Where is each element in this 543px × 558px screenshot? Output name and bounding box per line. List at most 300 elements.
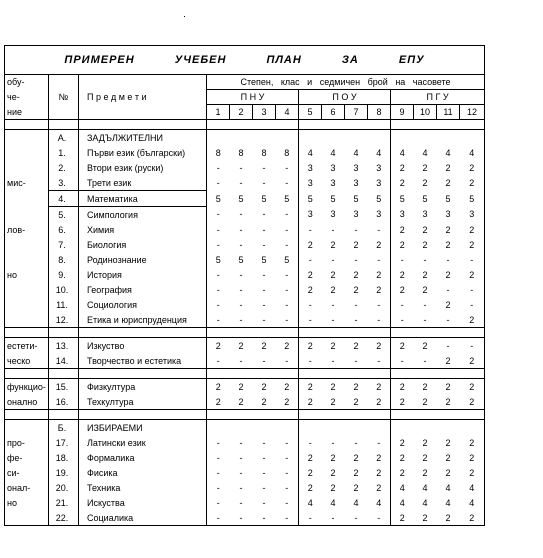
- hours-cell: [345, 130, 368, 146]
- hours-cell: [391, 420, 414, 436]
- hours-cell: 3: [376, 177, 382, 188]
- hours-cell: -: [207, 297, 230, 312]
- hours-cell: 2: [460, 379, 485, 395]
- row-number: 19.: [49, 465, 79, 480]
- hours-cell: 2: [345, 394, 368, 410]
- hours-cell: 2: [414, 379, 437, 395]
- hours-cell: [230, 420, 253, 436]
- hours-cell: -: [331, 437, 335, 448]
- hours-cell: 4: [353, 147, 359, 158]
- hours-cell: 4: [330, 497, 336, 508]
- hours-cell: -: [207, 207, 230, 223]
- hours-cell: 2: [299, 282, 322, 297]
- hours-cell: 2: [460, 267, 485, 282]
- subject-name: ЗАДЪЛЖИТЕЛНИ: [79, 130, 207, 146]
- table-row: [5, 480, 485, 495]
- hours-cell: [322, 130, 345, 146]
- category-label: лов-: [5, 222, 49, 237]
- hours-cell: 2: [422, 437, 428, 448]
- hours-cell: 2: [330, 269, 336, 280]
- subject-name: Втори език (руски): [79, 160, 207, 175]
- hours-cell: 2: [422, 177, 428, 188]
- hours-cell: 8: [207, 145, 230, 160]
- hours-cell: 2: [391, 394, 414, 410]
- hours-cell: 2: [353, 239, 359, 250]
- subject-name: Химия: [79, 222, 207, 237]
- stray-dot: [184, 16, 185, 17]
- grade-header: 3: [253, 105, 276, 120]
- hours-cell: [368, 420, 391, 436]
- hours-cell: 2: [445, 239, 451, 250]
- table-row: [5, 435, 485, 450]
- hours-cell: 3: [299, 207, 322, 223]
- grade-header: 9: [391, 105, 414, 120]
- hours-cell: 2: [276, 394, 299, 410]
- hours-cell: 5: [391, 191, 414, 207]
- hours-cell: 2: [376, 239, 382, 250]
- hours-cell: -: [391, 297, 414, 312]
- hours-cell: -: [345, 353, 368, 369]
- hours-cell: 5: [238, 193, 244, 204]
- hours-cell: [299, 420, 322, 436]
- hours-cell: 2: [299, 465, 322, 480]
- table-row: [5, 379, 485, 395]
- hours-cell: -: [207, 465, 230, 480]
- hours-cell: -: [262, 482, 266, 493]
- hours-cell: 5: [353, 193, 359, 204]
- hours-cell: 2: [422, 224, 428, 235]
- hours-cell: -: [239, 299, 243, 310]
- hours-cell: -: [207, 312, 230, 328]
- hours-cell: -: [377, 299, 381, 310]
- hours-cell: -: [460, 282, 485, 297]
- hours-cell: 2: [422, 467, 428, 478]
- hours-cell: -: [299, 252, 322, 267]
- table-row: [5, 450, 485, 465]
- row-number: 15.: [49, 379, 79, 395]
- hours-cell: 3: [353, 177, 359, 188]
- row-number: 11.: [49, 297, 79, 312]
- hours-cell: -: [207, 480, 230, 495]
- hours-cell: 2: [345, 338, 368, 354]
- hours-cell: -: [285, 177, 289, 188]
- grade-header: 5: [299, 105, 322, 120]
- table-row: [5, 160, 485, 175]
- category-label: [5, 207, 49, 223]
- subject-name: Физкултура: [79, 379, 207, 395]
- hours-cell: 2: [230, 394, 253, 410]
- hours-cell: -: [285, 162, 289, 173]
- header-obuchenie-1: обу-: [5, 75, 49, 90]
- hours-cell: 5: [207, 191, 230, 207]
- hours-cell: 2: [437, 379, 460, 395]
- category-label: мис-: [5, 175, 49, 191]
- hours-cell: -: [207, 510, 230, 526]
- hours-cell: -: [239, 177, 243, 188]
- grade-header: 11: [437, 105, 460, 120]
- hours-cell: 2: [414, 338, 437, 354]
- hours-cell: -: [446, 284, 450, 295]
- category-label: [5, 312, 49, 328]
- hours-cell: -: [285, 239, 289, 250]
- category-label: функцио-: [5, 379, 49, 395]
- subject-name: Искуства: [79, 495, 207, 510]
- hours-cell: 3: [422, 209, 428, 220]
- hours-cell: 4: [376, 497, 382, 508]
- hours-cell: -: [239, 239, 243, 250]
- hours-cell: 2: [445, 452, 451, 463]
- hours-cell: -: [368, 510, 391, 526]
- grade-header: 6: [322, 105, 345, 120]
- hours-cell: 2: [253, 338, 276, 354]
- hours-cell: 5: [207, 252, 230, 267]
- hours-cell: 2: [391, 465, 414, 480]
- hours-cell: 5: [284, 193, 290, 204]
- row-number: 8.: [49, 252, 79, 267]
- hours-cell: 5: [460, 191, 485, 207]
- subject-name: Изкуство: [79, 338, 207, 354]
- hours-cell: 8: [261, 147, 267, 158]
- hours-cell: -: [239, 284, 243, 295]
- hours-cell: [299, 130, 322, 146]
- row-number: А.: [49, 130, 79, 146]
- table-row: [5, 394, 485, 410]
- hours-cell: -: [276, 353, 299, 369]
- hours-cell: 2: [368, 379, 391, 395]
- hours-cell: -: [262, 209, 266, 220]
- hours-cell: -: [253, 353, 276, 369]
- hours-cell: -: [354, 437, 358, 448]
- hours-cell: -: [262, 177, 266, 188]
- hours-cell: 2: [299, 480, 322, 495]
- hours-cell: 2: [437, 394, 460, 410]
- hours-cell: -: [239, 437, 243, 448]
- hours-cell: 4: [299, 145, 322, 160]
- hours-cell: 8: [284, 147, 290, 158]
- section-gap: [5, 328, 485, 338]
- category-label: [5, 191, 49, 207]
- grade-header: 1: [207, 105, 230, 120]
- hours-cell: 2: [445, 224, 451, 235]
- hours-cell: -: [230, 510, 253, 526]
- table-row: [5, 312, 485, 328]
- hours-cell: -: [262, 239, 266, 250]
- hours-cell: -: [414, 353, 437, 369]
- category-label: [5, 130, 49, 146]
- row-number: 9.: [49, 267, 79, 282]
- hours-cell: 2: [253, 379, 276, 395]
- row-number: 10.: [49, 282, 79, 297]
- stage-pnu: П Н У: [207, 90, 299, 105]
- hours-cell: 3: [460, 207, 485, 223]
- hours-cell: 2: [322, 338, 345, 354]
- hours-cell: -: [262, 224, 266, 235]
- row-number: 17.: [49, 435, 79, 450]
- hours-cell: 2: [322, 379, 345, 395]
- category-label: [5, 160, 49, 175]
- category-label: си-: [5, 465, 49, 480]
- hours-cell: -: [354, 224, 358, 235]
- hours-cell: -: [368, 312, 391, 328]
- row-number: 22.: [49, 510, 79, 526]
- hours-cell: 2: [437, 353, 460, 369]
- row-number: 13.: [49, 338, 79, 354]
- hours-cell: -: [262, 299, 266, 310]
- hours-cell: 2: [368, 394, 391, 410]
- table-row: [5, 130, 485, 146]
- hours-cell: -: [285, 467, 289, 478]
- hours-cell: [276, 130, 299, 146]
- hours-cell: -: [285, 209, 289, 220]
- hours-cell: -: [423, 299, 427, 310]
- category-label: но: [5, 495, 49, 510]
- row-number: 4.: [49, 191, 79, 207]
- category-label: [5, 237, 49, 252]
- hours-cell: 8: [238, 147, 244, 158]
- hours-cell: 2: [353, 467, 359, 478]
- hours-cell: 2: [299, 450, 322, 465]
- category-label: естети-: [5, 338, 49, 354]
- hours-cell: 2: [276, 379, 299, 395]
- hours-cell: [253, 130, 276, 146]
- hours-cell: 3: [353, 209, 359, 220]
- hours-cell: 2: [414, 394, 437, 410]
- hours-cell: -: [262, 284, 266, 295]
- hours-cell: 3: [353, 162, 359, 173]
- table-row: [5, 353, 485, 369]
- hours-cell: [207, 130, 230, 146]
- hours-cell: 2: [460, 312, 485, 328]
- hours-cell: 2: [391, 435, 414, 450]
- hours-cell: -: [299, 312, 322, 328]
- hours-cell: -: [207, 282, 230, 297]
- hours-cell: 2: [422, 284, 428, 295]
- hours-cell: -: [239, 269, 243, 280]
- table-row: [5, 191, 485, 207]
- section-gap: [5, 410, 485, 420]
- hours-cell: -: [230, 312, 253, 328]
- hours-cell: 3: [330, 209, 336, 220]
- hours-cell: -: [299, 297, 322, 312]
- table-row: [5, 495, 485, 510]
- hours-cell: -: [230, 353, 253, 369]
- hours-cell: -: [239, 452, 243, 463]
- category-label: но: [5, 267, 49, 282]
- hours-cell: 5: [299, 191, 322, 207]
- hours-cell: [253, 420, 276, 436]
- hours-cell: -: [437, 338, 460, 354]
- hours-cell: 2: [445, 299, 451, 310]
- grade-header: 7: [345, 105, 368, 120]
- hours-cell: 2: [414, 510, 437, 526]
- hours-cell: -: [262, 269, 266, 280]
- hours-cell: 2: [330, 239, 336, 250]
- hours-cell: 2: [330, 284, 336, 295]
- hours-cell: 2: [368, 338, 391, 354]
- hours-cell: -: [262, 162, 266, 173]
- hours-cell: -: [446, 254, 450, 265]
- hours-cell: [414, 130, 437, 146]
- hours-cell: -: [331, 254, 335, 265]
- table-row: [5, 267, 485, 282]
- row-number: 2.: [49, 160, 79, 175]
- subject-name: Фисика: [79, 465, 207, 480]
- hours-cell: 5: [422, 193, 428, 204]
- hours-cell: 2: [276, 338, 299, 354]
- hours-cell: 2: [391, 237, 414, 252]
- hours-cell: -: [460, 338, 485, 354]
- row-number: 1.: [49, 145, 79, 160]
- table-row: [5, 510, 485, 526]
- hours-cell: 4: [376, 147, 382, 158]
- hours-cell: -: [262, 437, 266, 448]
- subject-name: Първи език (български): [79, 145, 207, 160]
- category-label: [5, 510, 49, 526]
- hours-cell: 5: [376, 193, 382, 204]
- table-row: [5, 297, 485, 312]
- hours-cell: 2: [391, 267, 414, 282]
- hours-cell: 2: [460, 222, 485, 237]
- subject-name: Симпология: [79, 207, 207, 223]
- hours-cell: 3: [391, 207, 414, 223]
- subject-name: Математика: [79, 191, 207, 207]
- hours-cell: -: [262, 452, 266, 463]
- table-row: [5, 207, 485, 223]
- hours-cell: 5: [445, 193, 451, 204]
- table-row: [5, 222, 485, 237]
- category-label: фе-: [5, 450, 49, 465]
- hours-cell: 2: [376, 482, 382, 493]
- hours-cell: 3: [330, 162, 336, 173]
- hours-cell: [437, 420, 460, 436]
- grade-header: 8: [368, 105, 391, 120]
- category-label: про-: [5, 435, 49, 450]
- hours-cell: -: [207, 353, 230, 369]
- grade-header: 10: [414, 105, 437, 120]
- hours-cell: 4: [445, 497, 451, 508]
- hours-cell: 2: [460, 465, 485, 480]
- hours-cell: -: [391, 312, 414, 328]
- header-subjects: П р е д м е т и: [79, 90, 207, 105]
- hours-cell: -: [239, 482, 243, 493]
- hours-cell: -: [285, 437, 289, 448]
- hours-cell: -: [207, 222, 230, 237]
- hours-cell: 2: [330, 482, 336, 493]
- hours-cell: [368, 130, 391, 146]
- category-label: онал-: [5, 480, 49, 495]
- hours-cell: [322, 420, 345, 436]
- hours-cell: -: [299, 353, 322, 369]
- hours-cell: 2: [391, 379, 414, 395]
- hours-cell: 2: [460, 394, 485, 410]
- hours-cell: -: [368, 353, 391, 369]
- hours-cell: -: [239, 224, 243, 235]
- header-obuchenie-3: ние: [5, 105, 49, 120]
- hours-cell: 2: [460, 510, 485, 526]
- hours-cell: 2: [353, 452, 359, 463]
- hours-cell: -: [354, 254, 358, 265]
- hours-cell: 2: [376, 452, 382, 463]
- hours-cell: 2: [445, 467, 451, 478]
- hours-cell: 2: [207, 379, 230, 395]
- hours-cell: 2: [460, 353, 485, 369]
- subject-name: Социология: [79, 297, 207, 312]
- hours-cell: [414, 420, 437, 436]
- hours-cell: -: [377, 224, 381, 235]
- header-obuchenie-2: че-: [5, 90, 49, 105]
- hours-cell: 2: [445, 177, 451, 188]
- hours-cell: [230, 130, 253, 146]
- grade-header: 4: [276, 105, 299, 120]
- hours-cell: 5: [330, 193, 336, 204]
- hours-cell: 4: [391, 145, 414, 160]
- hours-cell: -: [239, 467, 243, 478]
- category-label: [5, 297, 49, 312]
- hours-cell: 5: [284, 254, 290, 265]
- hours-cell: 2: [353, 482, 359, 493]
- hours-cell: 4: [330, 147, 336, 158]
- hours-cell: 2: [299, 394, 322, 410]
- row-number: Б.: [49, 420, 79, 436]
- hours-cell: [460, 130, 485, 146]
- section-gap: [5, 369, 485, 379]
- hours-cell: -: [391, 353, 414, 369]
- hours-cell: -: [377, 254, 381, 265]
- hours-cell: 3: [330, 177, 336, 188]
- hours-cell: 2: [391, 450, 414, 465]
- subject-name: Социалика: [79, 510, 207, 526]
- hours-cell: -: [437, 312, 460, 328]
- subject-name: Формалика: [79, 450, 207, 465]
- hours-cell: 4: [391, 480, 414, 495]
- hours-cell: 3: [376, 162, 382, 173]
- subject-name: Трети език: [79, 175, 207, 191]
- hours-cell: 4: [422, 497, 428, 508]
- hours-cell: -: [331, 299, 335, 310]
- hours-cell: -: [207, 450, 230, 465]
- hours-cell: 2: [330, 467, 336, 478]
- hours-cell: -: [207, 160, 230, 175]
- hours-cell: 5: [261, 254, 267, 265]
- hours-cell: 4: [460, 480, 485, 495]
- category-label: [5, 420, 49, 436]
- hours-cell: 2: [391, 175, 414, 191]
- hours-cell: 2: [299, 379, 322, 395]
- table-row: [5, 237, 485, 252]
- section-gap: [5, 120, 485, 130]
- table-row: [5, 420, 485, 436]
- category-label: [5, 145, 49, 160]
- row-number: 3.: [49, 175, 79, 191]
- hours-cell: -: [253, 312, 276, 328]
- header-hours-caption: Степен, клас и седмичен брой на часовете: [207, 75, 485, 90]
- hours-cell: 3: [299, 160, 322, 175]
- row-number: 6.: [49, 222, 79, 237]
- hours-cell: 2: [299, 338, 322, 354]
- hours-cell: [391, 130, 414, 146]
- hours-cell: -: [285, 482, 289, 493]
- row-number: 5.: [49, 207, 79, 223]
- hours-cell: -: [460, 297, 485, 312]
- hours-cell: 2: [422, 239, 428, 250]
- hours-cell: -: [423, 254, 427, 265]
- header-number: №: [49, 90, 79, 105]
- table-row: [5, 175, 485, 191]
- hours-cell: 2: [391, 338, 414, 354]
- table-row: [5, 282, 485, 297]
- hours-cell: -: [285, 269, 289, 280]
- category-label: ческо: [5, 353, 49, 369]
